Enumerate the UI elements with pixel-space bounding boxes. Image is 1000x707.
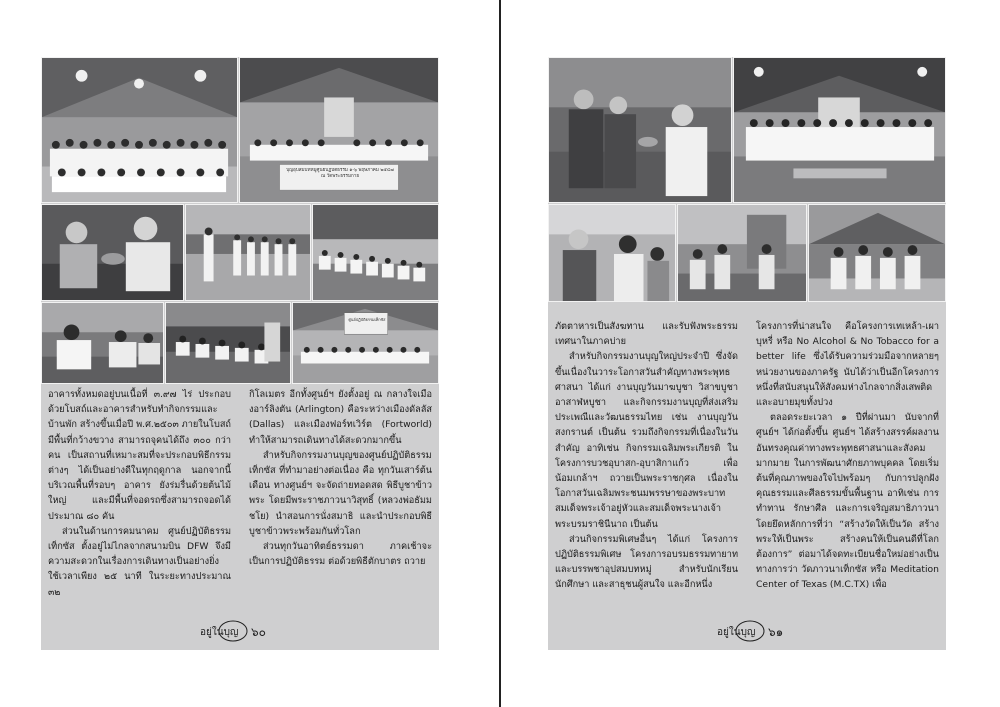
left-text-block (48, 387, 432, 602)
right-folio (716, 620, 796, 644)
page-number: ๖๐ (251, 625, 266, 639)
page-number: ๖๑ (768, 625, 784, 639)
right-panel (548, 57, 946, 650)
paragraph: ภัตตาหารเป็นสังฆทาน และรับฟังพระธรรมเทศนาในภาคบ่าย (555, 321, 738, 348)
paragraph: สำหรับกิจกรรมงานบุญของศูนย์ปฏิบัติธรรมเท็กซัส ที่ทำมาอย่างต่อเนื่อง คือ ทุกวันเสาร์ต้นเดือน ทางศูนย์ฯ จะจัดถ่ายทอดสด พิธีบูชาข้าวพระ โดยมีพระราชภาวนาวิสุทธิ์ (หลวงพ่อธัมมชโย) นำสอนการนั่งสมาธิ และนำประกอบพิธีบูชาข้าวพระพร้อมกันทั่วโลก (249, 449, 432, 537)
photo-kneeling-outdoors (312, 204, 439, 301)
right-column-1 (555, 319, 738, 593)
paragraph: กิโลเมตร อีกทั้งศูนย์ฯ ยังตั้งอยู่ ณ กลางใจเมืองอาร์ลิงตัน (Arlington) คือระหว่างเมืองดัลลัส (Dallas) และเมืองฟอร์ทเวิร์ต (Fortworld) ทำให้สามารถเดินทางได้สะดวกมากขึ้น (249, 389, 432, 446)
folio-logo-icon (716, 620, 766, 642)
paragraph: อาคารทั้งหมดอยู่บนเนื้อที่ ๓.๙๗ ไร่ ประกอบด้วยโบสถ์และอาคารสำหรับทำกิจกรรมและบ้านพัก สร้างขึ้นเมื่อปี พ.ศ.๒๕๐๓ ภายในโบสถ์มีพื้นที่กว้างขวาง สามารถจุคนได้ถึง ๓๐๐ กว่าคน เป็นสถานที่เหมาะสมที่จะประกอบพิธีกรรมต่างๆ ได้เป็นอย่างดีในทุกฤดูกาล นอกจากนี้บริเวณพื้นที่รอบๆ อาคาร ยังร่มรื่นด้วยต้นไม้ใหญ่ และมีพื้นที่จอดรถซึ่งสามารถจอดได้ประมาณ ๘๐ คัน (48, 389, 231, 522)
photo-family-outdoors-1 (677, 204, 807, 302)
paragraph: ส่วนในด้านการคมนาคม ศูนย์ปฏิบัติธรรมเท็กซัส ตั้งอยู่ไม่ไกลจากสนามบิน DFW จึงมีความสะดวกในเรื่องการเดินทางเป็นอย่างยิ่ง ใช้เวลาเพียง ๒๕ นาที ในระยะทางประมาณ ๓๒ (48, 525, 231, 598)
photo-child-offering (548, 204, 676, 302)
left-column-1 (48, 387, 231, 600)
paragraph: ส่วนกิจกรรมพิเศษอื่นๆ ได้แก่ โครงการปฏิบัติธรรมพิเศษ โครงการอบรมธรรมทายาทและบรรพชาอุปสมบทหมู่ สำหรับนักเรียนนักศึกษา และสาธุชนผู้สนใจ และอีกหนึ่ง (555, 533, 738, 591)
paragraph: ส่วนทุกวันอาทิตย์ธรรมดา ภาคเช้าจะเป็นการปฏิบัติธรรม ต่อด้วยพิธีตักบาตร ถวาย (249, 541, 432, 568)
photo-seated-with-banner (239, 57, 439, 203)
photo-elder-pouring-water (41, 204, 184, 301)
photo-hall-assembly (292, 302, 439, 384)
folio-logo-text: อยู่ในบุญ (717, 627, 756, 638)
left-page (0, 0, 499, 707)
right-text-block (555, 319, 939, 591)
banner-caption-2: ศูนย์ปฏิบัติธรรมเท็กซัส (348, 317, 386, 322)
right-column-2 (756, 319, 939, 593)
banner-caption-1: บุญอุปสมบทหมู่ศูนย์ปฏิบัติธรรม ๑-๖ พฤษภาคม ๒๕๔๗ ณ วัดพระธรรมกาย (286, 168, 394, 179)
photo-procession (185, 204, 311, 301)
left-folio (199, 620, 279, 644)
left-panel (41, 57, 439, 650)
folio-logo-icon (199, 620, 249, 642)
photo-monks-alms (548, 57, 732, 203)
paragraph: สำหรับกิจกรรมงานบุญใหญ่ประจำปี ซึ่งจัดขึ้นเนื่องในวาระโอกาสวันสำคัญทางพระพุทธศาสนา ได้แก่ งานบุญวันมาฆบูชา วิสาขบูชา อาสาฬหบูชา และกิจกรรมงานบุญที่ส่งเสริมประเพณีและวัฒนธรรมไทย เช่น งานบุญวันสงกรานต์ เป็นต้น รวมถึงกิจกรรมที่เนื่องในวันสำคัญ อาทิเช่น กิจกรรมเฉลิมพระเกียรติ ในโครงการบวชอุบาสก-อุบาสิกาแก้ว เพื่อน้อมเกล้าฯ ถวายเป็นพระราชกุศล เนื่องในโอกาสวันเฉลิมพระชนมพรรษาของพระบาทสมเด็จพระเจ้าอยู่หัวและสมเด็จพระนางเจ้าพระบรมราชินีนาถ เป็นต้น (555, 351, 738, 530)
paragraph: ตลอดระยะเวลา ๑ ปีที่ผ่านมา นับจากที่ศูนย์ฯ ได้ก่อตั้งขึ้น ศูนย์ฯ ได้สร้างสรรค์ผลงานอันทรงคุณค่าทางพระพุทธศาสนาและสังคมมากมาย ในการพัฒนาศักยภาพบุคคล โดยเริ่มต้นที่คุณภาพของใจไปพร้อมๆ กับการปลูกฝังคุณธรรมและศีลธรรมขั้นพื้นฐาน อาทิเช่น การทำทาน รักษาศีล และการเจริญสมาธิภาวนา โดยยึดหลักการที่ว่า “สร้างวัดให้เป็นวัด สร้างพระให้เป็นพระ สร้างคนให้เป็นคนดีที่โลกต้องการ” ต่อมาได้จดทะเบียนชื่อใหม่อย่างเป็นทางการว่า วัดภาวนาเท็กซัส หรือ Meditation Center of Texas (M.C.TX) เพื่อ (756, 412, 939, 591)
left-column-2 (249, 387, 432, 569)
photo-kneeling-row (165, 302, 291, 384)
photo-family-outdoors-2 (808, 204, 946, 302)
photo-women-seated (41, 302, 164, 384)
right-page (501, 0, 1000, 707)
folio-logo-text: อยู่ในบุญ (200, 627, 239, 638)
photo-group-portrait (41, 57, 238, 203)
paragraph: โครงการที่น่าสนใจ คือโครงการเทเหล้า-เผาบุหรี่ หรือ No Alcohol & No Tobacco for a better life ซึ่งได้รับความร่วมมือจากหลายๆ หน่วยงานของภาครัฐ นับได้ว่าเป็นอีกโครงการหนึ่งที่สนับสนุนให้สังคมห่างไกลจากสิ่งเสพติดและอบายมุขทั้งปวง (756, 321, 939, 409)
photo-chapel-assembly (733, 57, 946, 203)
